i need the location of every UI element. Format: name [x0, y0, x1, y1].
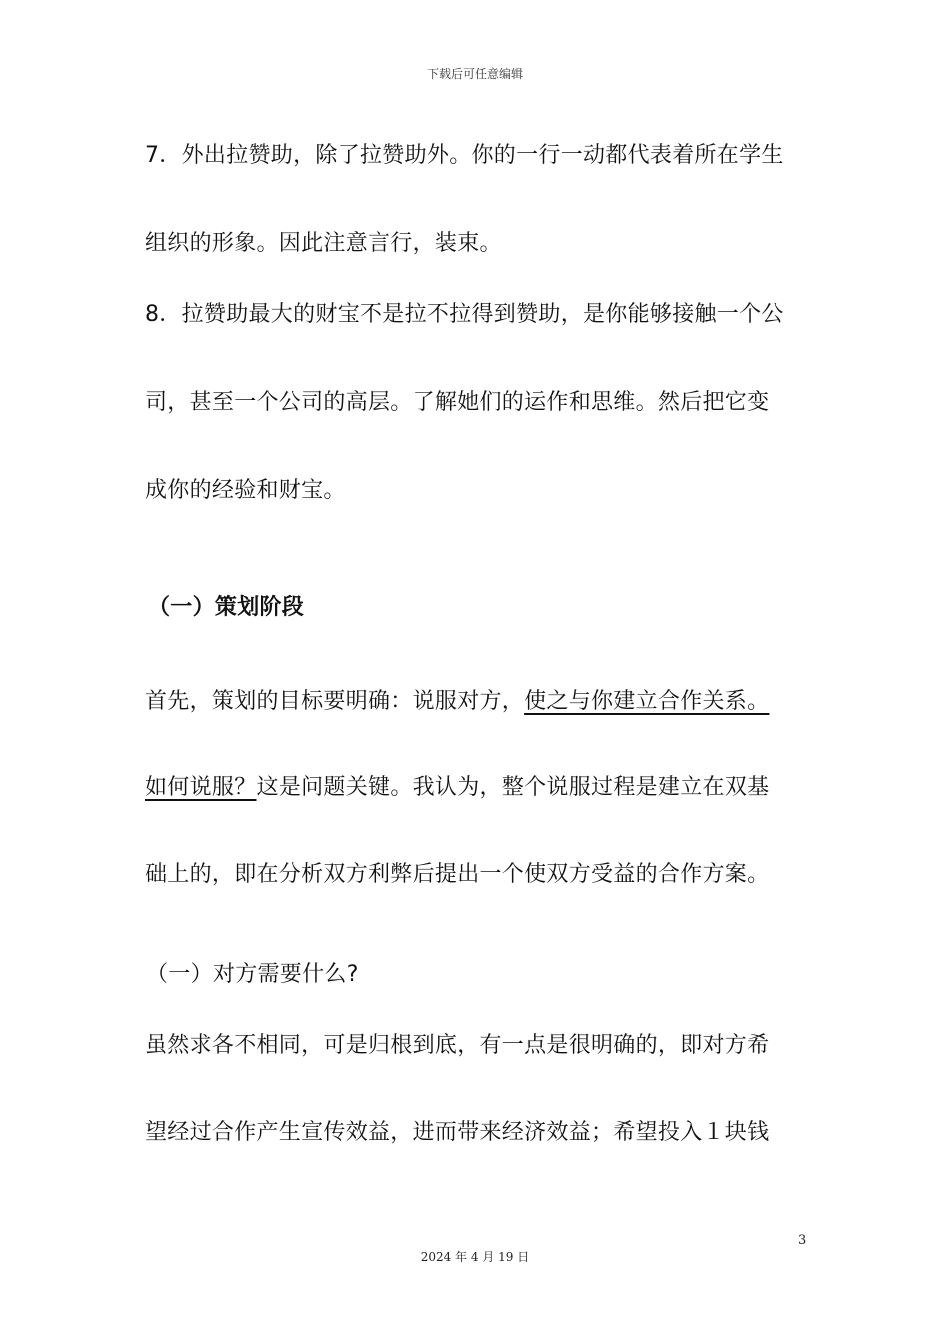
paragraph-8-line-1: 8．拉赞助最大的财宝不是拉不拉得到赞助，是你能够接触一个公 [145, 302, 784, 327]
paragraph-1-line-2 [145, 770, 769, 801]
paragraph-8-line-3: 成你的经验和财宝。 [145, 478, 346, 503]
paragraph-7-line-2: 组织的形象。因此注意言行，装束。 [145, 231, 502, 256]
paragraph-7-line-1: 7．外出拉赞助，除了拉赞助外。你的一行一动都代表着所在学生 [145, 143, 784, 168]
underlined-question: 如何说服？ [145, 775, 257, 800]
paragraph-1-text: 这是问题关键。我认为，整个说服过程是建立在双基 [256, 775, 770, 800]
paragraph-1-line-1 [145, 684, 769, 715]
page-footer-date: 2024 年 4 月 19 日 [420, 1250, 530, 1264]
page-header: 下载后可任意编辑 [426, 67, 523, 81]
section-heading: （一）策划阶段 [148, 595, 305, 620]
paragraph-1-line-3: 础上的，即在分析双方利弊后提出一个使双方受益的合作方案。 [145, 862, 770, 887]
paragraph-2-line-2: 望经过合作产生宣传效益，进而带来经济效益；希望投入１块钱 [145, 1120, 770, 1145]
sub-heading: （一）对方需要什么? [146, 962, 359, 987]
paragraph-2-line-1: 虽然求各不相同，可是归根到底，有一点是很明确的，即对方希 [145, 1033, 770, 1058]
paragraph-8-line-2: 司，甚至一个公司的高层。了解她们的运作和思维。然后把它变 [145, 390, 770, 415]
paragraph-1-text: 首先，策划的目标要明确：说服对方， [145, 689, 525, 714]
page-number: 3 [798, 1233, 807, 1248]
underlined-phrase: 使之与你建立合作关系。 [524, 689, 770, 714]
